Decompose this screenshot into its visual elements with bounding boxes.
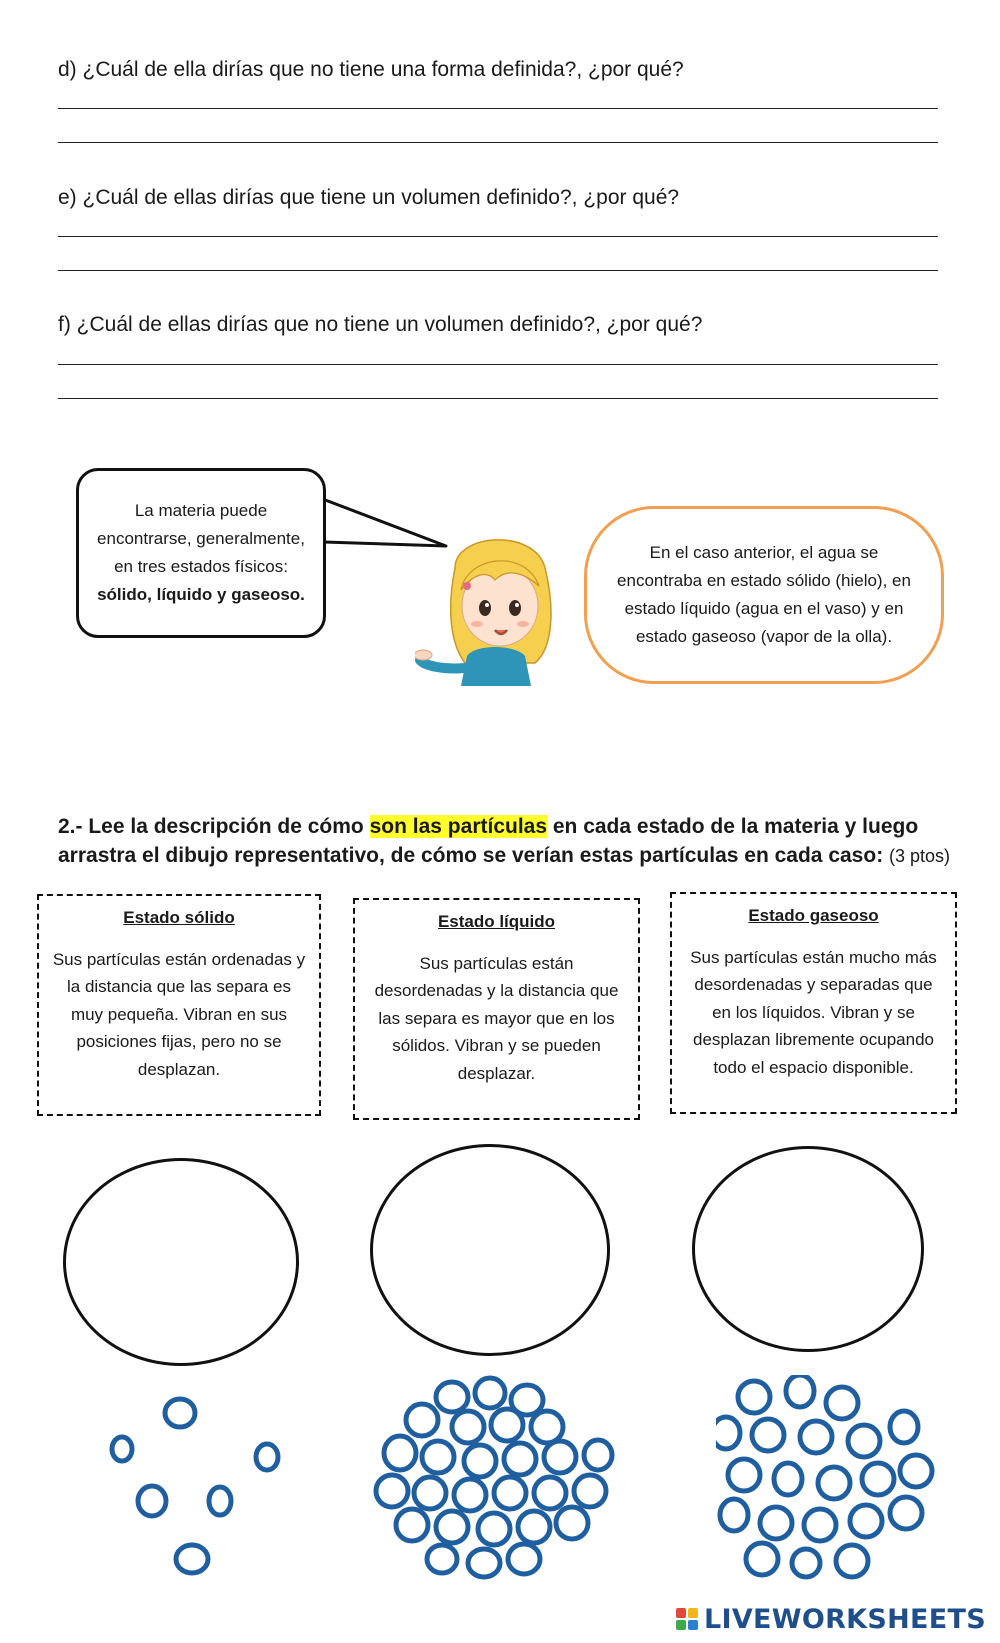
particle: [746, 1543, 778, 1575]
liveworksheets-logo: [676, 1604, 986, 1635]
particle: [396, 1509, 428, 1541]
particle: [478, 1513, 510, 1545]
drop-circle-solid[interactable]: [63, 1158, 299, 1366]
state-text-liquid: Sus partículas están desordenadas y la distancia que las separa es mayor que en los sólidos. Vibran y se pueden desplazar.: [374, 953, 619, 1083]
drop-circle-liquid[interactable]: [370, 1144, 610, 1356]
section-2-suffix: en cada estado de la materia y luego arrastra el dibujo representativo, de cómo se verían estas partículas en cada caso:: [58, 815, 919, 867]
particles-drawing-sparse[interactable]: [100, 1395, 300, 1580]
state-text-solid: Sus partículas están ordenadas y la distancia que las separa es muy pequeña. Vibran en sus posiciones fijas, pero no se desplazan.: [52, 949, 306, 1079]
speech-bubble-left: [76, 468, 326, 638]
particles-drawing-dense[interactable]: [372, 1375, 627, 1580]
state-text-gas: Sus partículas están mucho más desordenadas y separadas que en los líquidos. Vibran y se desplazan libremente ocupando todo el espacio disponible.: [690, 947, 937, 1077]
question-d: d) ¿Cuál de ella dirías que no tiene una forma definida?, ¿por qué?: [58, 58, 684, 81]
particle: [818, 1467, 850, 1499]
answer-line[interactable]: [58, 398, 938, 399]
particle: [504, 1443, 536, 1475]
section-2-instructions: [58, 812, 958, 871]
particle: [890, 1497, 922, 1529]
particle: [491, 1409, 523, 1441]
section-2-points: (3 ptos): [889, 846, 951, 866]
particle: [209, 1487, 231, 1515]
particle: [256, 1444, 278, 1470]
particle: [518, 1511, 550, 1543]
answer-line[interactable]: [58, 270, 938, 271]
bubble-right-text: En el caso anterior, el agua se encontraba en estado sólido (hielo), en estado líquido (agua en el vaso) y en estado gaseoso (vapor de la olla).: [617, 543, 911, 646]
question-f: f) ¿Cuál de ellas dirías que no tiene un volumen definido?, ¿por qué?: [58, 313, 703, 336]
answer-line[interactable]: [58, 142, 938, 143]
particle: [752, 1419, 784, 1451]
particle: [454, 1479, 486, 1511]
particle: [720, 1499, 748, 1531]
state-box-gas: [670, 892, 957, 1114]
particle: [890, 1411, 918, 1443]
particle: [406, 1404, 438, 1436]
info-bubble-right: [584, 506, 944, 684]
drop-circle-gas[interactable]: [692, 1146, 924, 1352]
particle: [800, 1421, 832, 1453]
state-box-solid: [37, 894, 321, 1116]
particle: [786, 1375, 814, 1407]
particle: [531, 1411, 563, 1443]
bubble-left-bold: sólido, líquido y gaseoso.: [97, 585, 305, 604]
particle: [792, 1549, 820, 1577]
state-title-liquid: Estado líquido: [437, 912, 556, 931]
particle: [584, 1440, 612, 1470]
question-e: e) ¿Cuál de ellas dirías que tiene un volumen definido?, ¿por qué?: [58, 186, 680, 209]
particle: [427, 1545, 457, 1573]
particle: [165, 1399, 195, 1427]
particle: [464, 1445, 496, 1477]
logo-icon: [676, 1608, 700, 1632]
particle: [436, 1382, 468, 1412]
particle: [574, 1475, 606, 1507]
particle: [436, 1511, 468, 1543]
state-title-solid: Estado sólido: [123, 908, 235, 927]
particle: [850, 1505, 882, 1537]
state-title-gas: Estado gaseoso: [748, 906, 879, 925]
particle: [836, 1545, 868, 1577]
particle: [826, 1387, 858, 1419]
particles-drawing-medium[interactable]: [716, 1375, 941, 1580]
particle: [422, 1441, 454, 1473]
particle: [716, 1417, 740, 1449]
particle: [556, 1507, 588, 1539]
section-2-prefix: 2.- Lee la descripción de cómo: [58, 815, 370, 838]
particle: [112, 1437, 132, 1461]
particle: [862, 1463, 894, 1495]
particle: [900, 1455, 932, 1487]
particle: [738, 1381, 770, 1413]
particle: [534, 1477, 566, 1509]
particle: [760, 1507, 792, 1539]
particle: [728, 1459, 760, 1491]
particle: [848, 1425, 880, 1457]
answer-line[interactable]: [58, 236, 938, 237]
particle: [508, 1544, 540, 1574]
particle: [376, 1475, 408, 1507]
particle: [774, 1463, 802, 1495]
particle: [138, 1486, 166, 1516]
particle: [494, 1477, 526, 1509]
answer-line[interactable]: [58, 364, 938, 365]
answer-line[interactable]: [58, 108, 938, 109]
particle: [384, 1436, 416, 1470]
girl-illustration: [415, 528, 575, 688]
particle: [452, 1411, 484, 1443]
particle: [176, 1545, 208, 1573]
particle: [414, 1477, 446, 1509]
particle: [475, 1378, 505, 1408]
state-box-liquid: [353, 898, 640, 1120]
particle: [544, 1441, 576, 1473]
section-2-highlight: son las partículas: [369, 815, 548, 838]
particle: [468, 1549, 500, 1577]
bubble-left-text: La materia puede encontrarse, generalmente, en tres estados físicos:: [97, 501, 305, 576]
particle: [804, 1509, 836, 1541]
logo-text: LIVEWORKSHEETS: [703, 1604, 986, 1635]
